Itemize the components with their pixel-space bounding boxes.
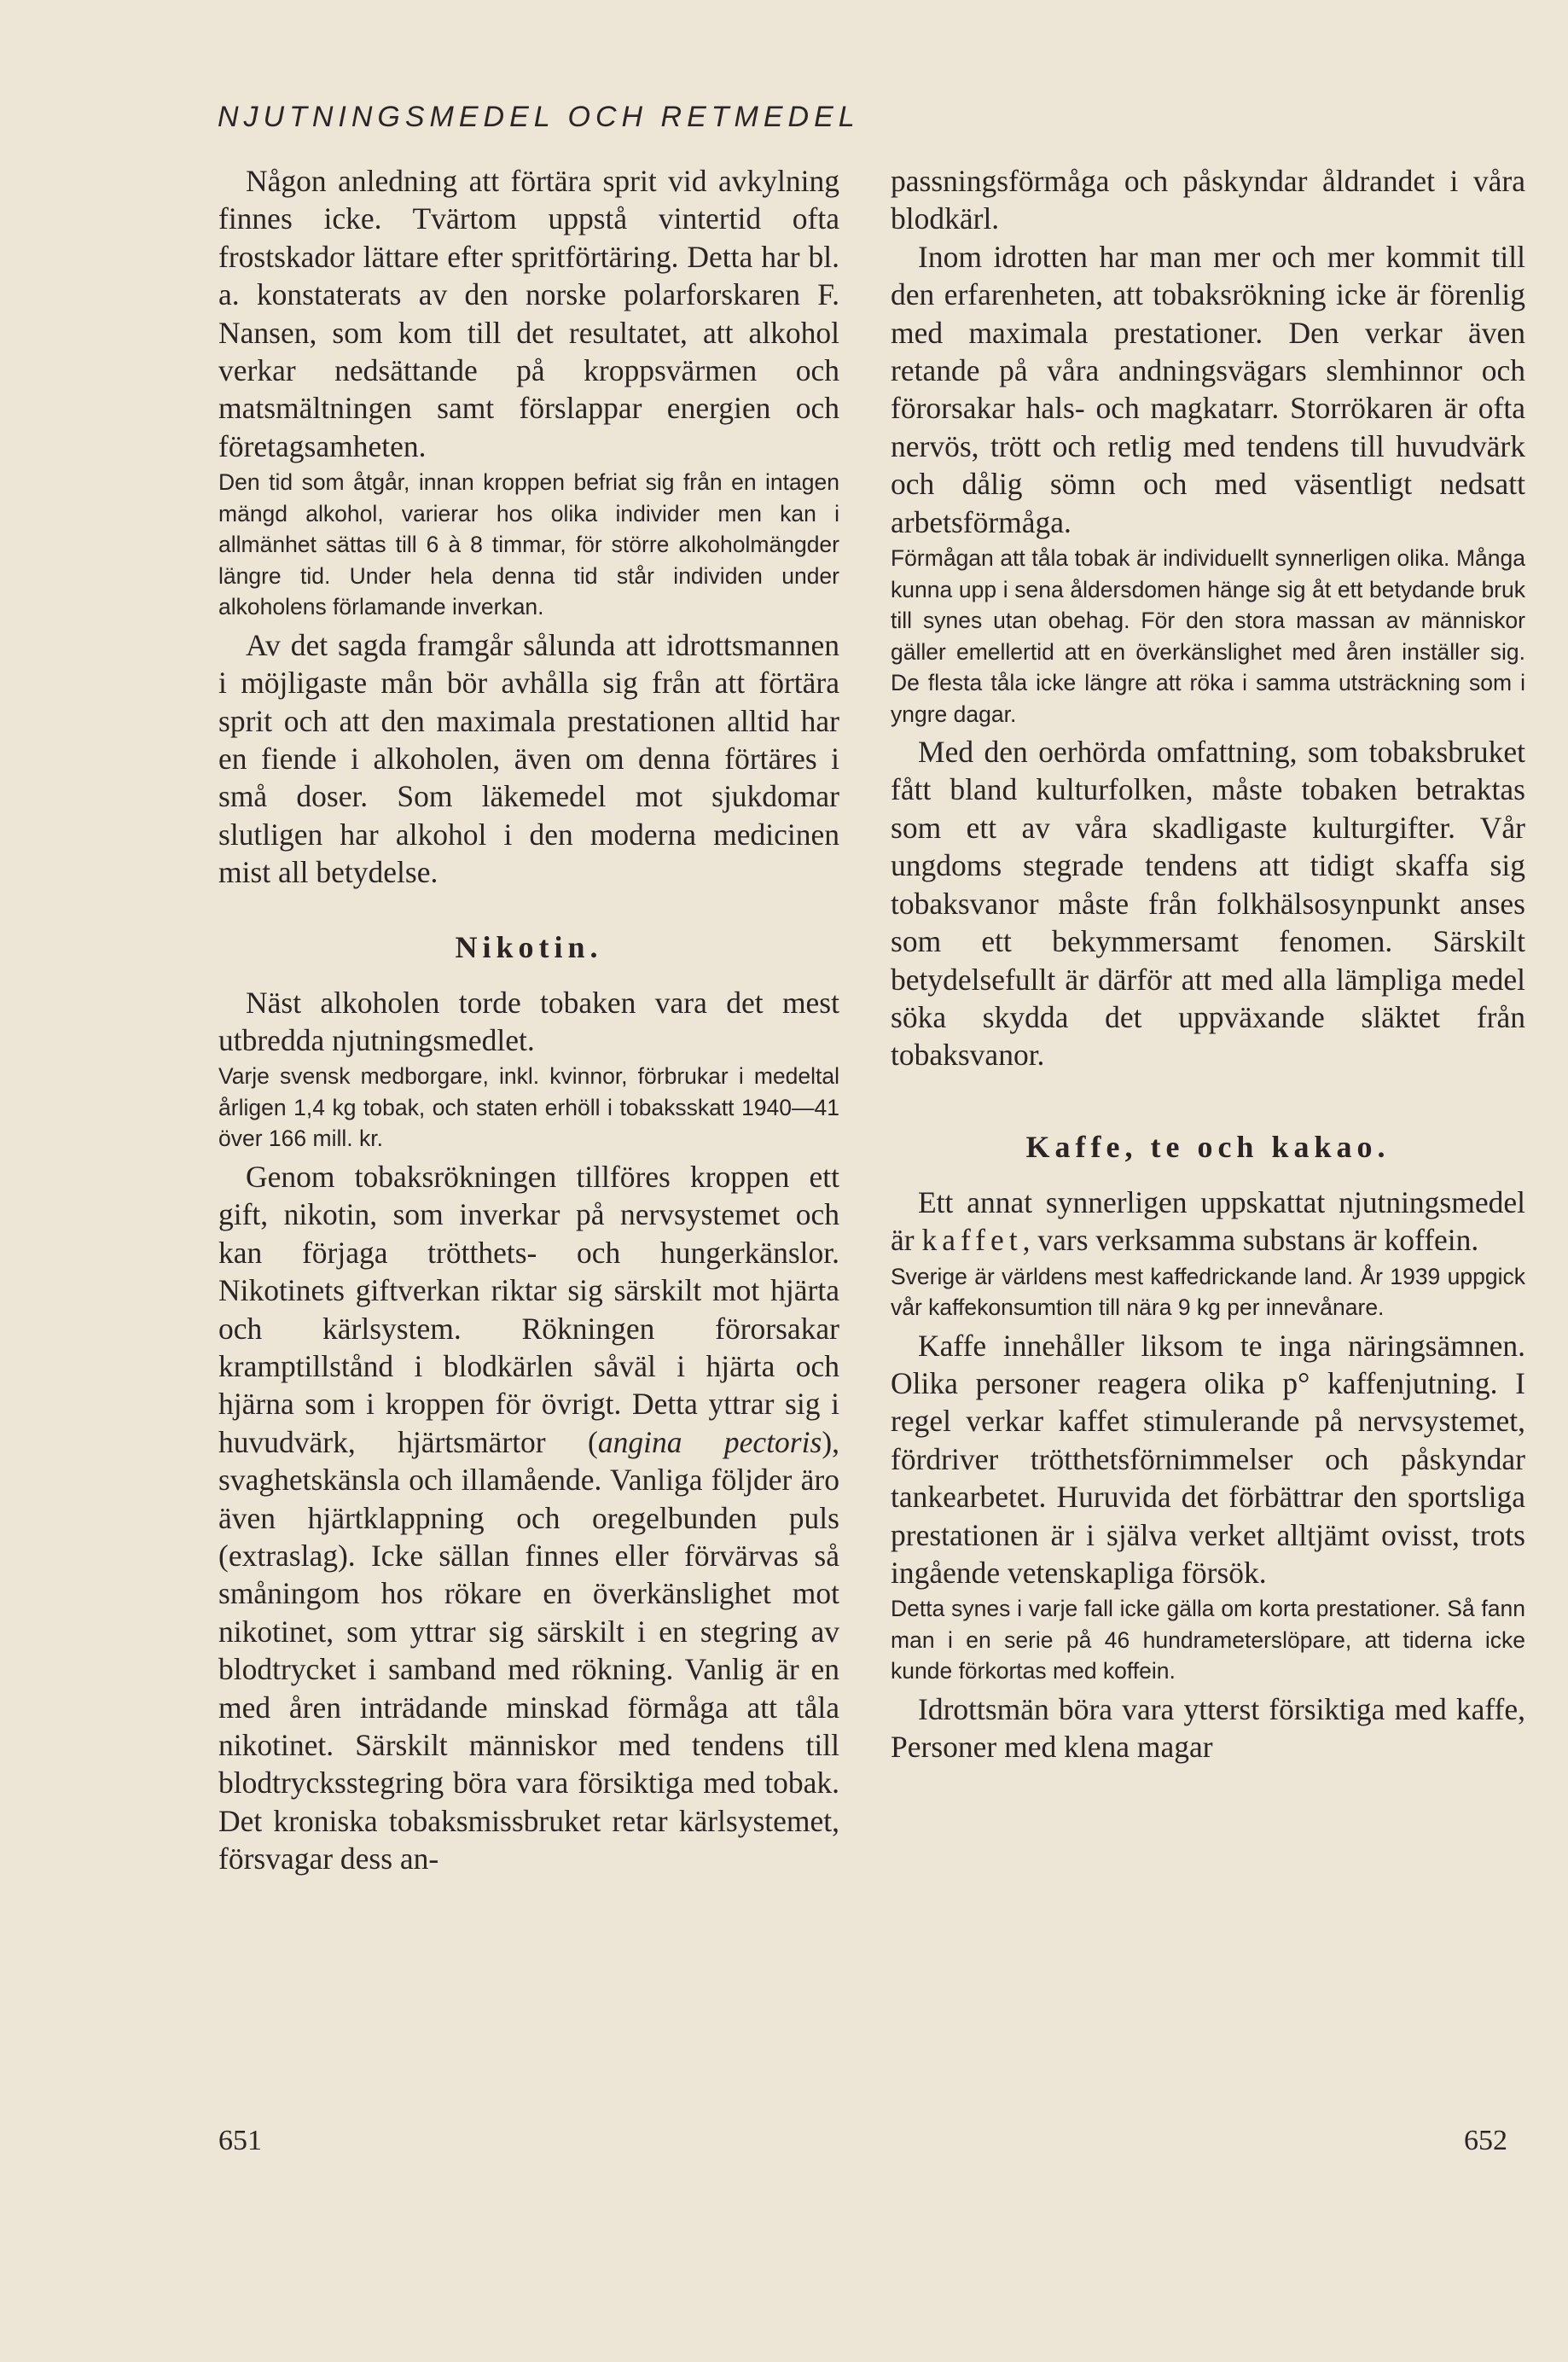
paragraph (891, 1184, 1525, 1260)
right-column (891, 162, 1525, 1766)
paragraph: Näst alkoholen torde tobaken vara det mest utbredda njutningsmedlet. (218, 985, 839, 1057)
paragraph: passningsförmåga och påskyndar åldrandet i våra blodkärl. (891, 164, 1525, 236)
paragraph (218, 1158, 839, 1878)
left-column (218, 162, 839, 1878)
italic-term: angina pectoris (597, 1424, 822, 1459)
running-header: NJUTNINGSMEDEL OCH RETMEDEL (218, 101, 860, 133)
text-run: Genom tobaksrökningen tillföres kroppen ett gift, nikotin, som inverkar på nervsystemet och kan förjaga trötthets- och hungerkänslor. Nikotinets giftverkan riktar sig särskilt mot hjärta och kärlsystem. Rökningen förorsakar kramptillstånd i blodkärlen såväl i hjärta och hjärna som i kroppen för övrigt. Detta yttrar sig i huvudvärk, hjärtsmärtor ( (218, 1159, 839, 1459)
small-print-note: Sverige är världens mest kaffedrickande land. År 1939 uppgick vår kaffekonsumtion till nära 9 kg per innevånare. (891, 1263, 1525, 1321)
paragraph: Idrottsmän böra vara ytterst försiktiga med kaffe, Personer med klena magar (891, 1691, 1525, 1765)
text-run: Ett annat synnerligen uppskattat njutningsmedel är (891, 1184, 1525, 1258)
small-print-note: Förmågan att tåla tobak är individuellt synnerligen olika. Många kunna upp i sena åldersdomen hänge sig åt ett betydande bruk till synes utan obehag. För den stora massan av människor gäller emellertid att en överkänslighet med åren inställer sig. De flesta tåla icke längre att röka i samma utsträckning som i yngre dagar. (891, 545, 1525, 727)
paragraph: Inom idrotten har man mer och mer kommit till den erfarenheten, att tobaksrökning icke är förenlig med maximala prestationer. Den verkar även retande på våra andningsvägars slemhinnor och förorsakar hals- och magkatarr. Storrökaren är ofta nervös, trött och retlig med tendens till huvudvärk och dålig sömn och med väsentligt nedsatt arbetsförmåga. (891, 239, 1525, 539)
small-print-note: Den tid som åtgår, innan kroppen befriat sig från en intagen mängd alkohol, varierar hos olika individer men kan i allmänhet sättas till 6 à 8 timmar, för större alkoholmängder längre tid. Under hela denna tid står individen under alkoholens förlamande inverkan. (218, 469, 839, 620)
spaced-term: kaffet (921, 1223, 1023, 1258)
paragraph: Av det sagda framgår sålunda att idrottsmannen i möjligaste mån bör avhålla sig från att förtära sprit och att den maximala prestationen alltid har en fiende i alkoholen, även om denna förtäres i små doser. Som läkemedel mot sjukdomar slutligen har alkohol i den moderna medicinen mist all betydelse. (218, 627, 839, 890)
paragraph: Någon anledning att förtära sprit vid avkylning finnes icke. Tvärtom uppstå vintertid ofta frostskador lättare efter spritförtäring. Detta har bl. a. konstaterats av den norske polarforskaren F. Nansen, som kom till det resultatet, att alkohol verkar nedsättande på kroppsvärmen och matsmältningen samt förslappar energien och företagsamheten. (218, 164, 839, 463)
text-run: ), svaghetskänsla och illamående. Vanliga följder äro även hjärtklappning och oregelbunden puls (extraslag). Icke sällan finnes eller förvärvas så småningom hos rökare en överkänslighet mot nikotinet, som yttrar sig särskilt i en stegring av blodtrycket i samband med rökning. Vanlig är en med åren inträdande minskad förmåga att tåla nikotinet. Särskilt människor med tendens till blodtrycksstegring böra vara försiktiga med tobak. Det kroniska tobaksmissbruket retar kärlsystemet, försvagar dess an- (218, 1424, 840, 1876)
paragraph: Med den oerhörda omfattning, som tobaksbruket fått bland kulturfolken, måste tobaken betraktas som ett av våra skadligaste kulturgifter. Vår ungdoms stegrade tendens att tidigt skaffa sig tobaksvanor måste från folkhälsosynpunkt anses som ett bekymmersamt fenomen. Särskilt betydelsefullt är därför att med alla lämpliga medel söka skydda det uppväxande släktet från tobaksvanor. (891, 735, 1525, 1073)
small-print-note: Varje svensk medborgare, inkl. kvinnor, förbrukar i medeltal årligen 1,4 kg tobak, och staten erhöll i tobaksskatt 1940—41 över 166 mill. kr. (218, 1063, 839, 1152)
text-run: , vars verksamma substans är koffein. (1022, 1223, 1479, 1258)
small-print-note: Detta synes i varje fall icke gälla om korta prestationer. Så fann man i en serie på 46 hundrameterslöpare, att tiderna icke kunde förkortas med koffein. (891, 1596, 1525, 1684)
section-heading-nikotin: Nikotin. (455, 929, 603, 964)
page-number-left: 651 (218, 2125, 262, 2156)
paragraph: Kaffe innehåller liksom te inga näringsämnen. Olika personer reagera olika p° kaffenjutning. I regel verkar kaffet stimulerande på nervsystemet, fördriver trötthetsförnimmelser och påskyndar tankearbetet. Huruvida det förbättrar den sportsliga prestationen är i själva verket alltjämt ovisst, trots ingående vetenskapliga försök. (891, 1328, 1525, 1590)
page-number-right: 652 (1464, 2125, 1507, 2156)
section-heading-kaffe: Kaffe, te och kakao. (1025, 1129, 1391, 1164)
